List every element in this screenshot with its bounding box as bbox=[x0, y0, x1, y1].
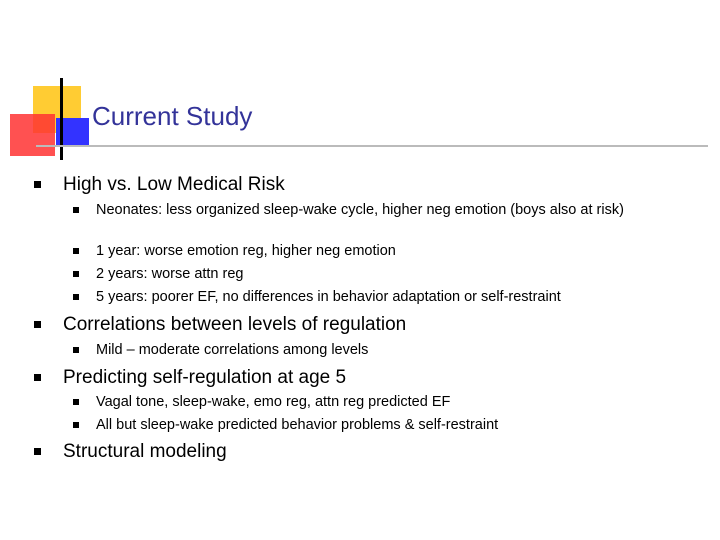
sub-bullet-text: Neonates: less organized sleep-wake cycle, higher neg emotion (boys also at risk) bbox=[96, 202, 624, 218]
sub-bullet-text: Vagal tone, sleep-wake, emo reg, attn reg predicted EF bbox=[96, 394, 451, 410]
bullet-text: Correlations between levels of regulation bbox=[63, 314, 407, 335]
title-underline-rule bbox=[36, 145, 708, 147]
slide-title: Current Study bbox=[92, 101, 253, 131]
square-bullet-icon bbox=[73, 248, 79, 254]
bullet-text: High vs. Low Medical Risk bbox=[63, 174, 285, 195]
square-bullet-icon bbox=[34, 321, 41, 328]
square-bullet-icon bbox=[73, 207, 79, 213]
square-bullet-icon bbox=[73, 271, 79, 277]
square-bullet-icon bbox=[73, 294, 79, 300]
sub-bullet-text: 1 year: worse emotion reg, higher neg emotion bbox=[96, 243, 396, 259]
logo-vertical-rule bbox=[60, 78, 63, 160]
sub-bullet-text: Mild – moderate correlations among levels bbox=[96, 342, 369, 358]
square-bullet-icon bbox=[34, 181, 41, 188]
square-bullet-icon bbox=[73, 422, 79, 428]
square-bullet-icon bbox=[73, 347, 79, 353]
bullet-text: Predicting self-regulation at age 5 bbox=[63, 367, 347, 388]
logo-red-square bbox=[10, 114, 55, 156]
sub-bullet-text: 2 years: worse attn reg bbox=[96, 266, 244, 282]
square-bullet-icon bbox=[73, 399, 79, 405]
sub-bullet-text: 5 years: poorer EF, no differences in behavior adaptation or self-restraint bbox=[96, 289, 561, 305]
square-bullet-icon bbox=[34, 374, 41, 381]
bullet-text: Structural modeling bbox=[63, 441, 227, 462]
square-bullet-icon bbox=[34, 448, 41, 455]
sub-bullet-text: All but sleep-wake predicted behavior problems & self-restraint bbox=[96, 417, 499, 433]
